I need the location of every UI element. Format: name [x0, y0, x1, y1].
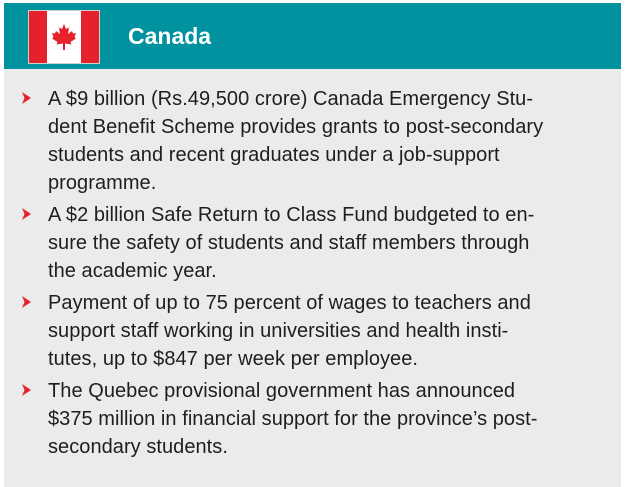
list-item — [4, 377, 621, 461]
item-line: sure the safety of students and staff members through — [48, 232, 530, 254]
flag-right-band — [81, 11, 99, 63]
canada-info-card — [4, 3, 621, 487]
maple-leaf-icon — [51, 23, 77, 51]
bullet-arrow-icon — [21, 296, 31, 308]
list-item — [4, 85, 621, 197]
bullet-arrow-icon — [21, 208, 31, 220]
page-title: Canada — [128, 23, 212, 49]
item-line: A $2 billion Safe Return to Class Fund budgeted to en- — [48, 204, 535, 226]
item-line: secondary students. — [48, 436, 228, 458]
item-line: Payment of up to 75 percent of wages to teachers and — [48, 292, 531, 314]
item-line: programme. — [48, 172, 157, 194]
item-line: The Quebec provisional government has announced — [48, 380, 516, 402]
item-line: support staff working in universities and health insti- — [48, 320, 509, 342]
item-line: tutes, up to $847 per week per employee. — [48, 348, 419, 370]
item-line: the academic year. — [48, 260, 217, 282]
bullet-arrow-icon — [21, 92, 31, 104]
item-line: dent Benefit Scheme provides grants to post-secondary — [48, 116, 544, 138]
item-line: A $9 billion (Rs.49,500 crore) Canada Emergency Stu- — [48, 88, 534, 110]
header-bar — [4, 3, 621, 69]
item-line: $375 million in financial support for the province’s post- — [48, 408, 538, 430]
item-line: students and recent graduates under a job-support — [48, 144, 500, 166]
canada-flag-icon — [29, 11, 99, 63]
bullet-arrow-icon — [21, 384, 31, 396]
list-item — [4, 201, 621, 285]
flag-left-band — [29, 11, 47, 63]
bullet-list — [4, 85, 621, 465]
list-item — [4, 289, 621, 373]
